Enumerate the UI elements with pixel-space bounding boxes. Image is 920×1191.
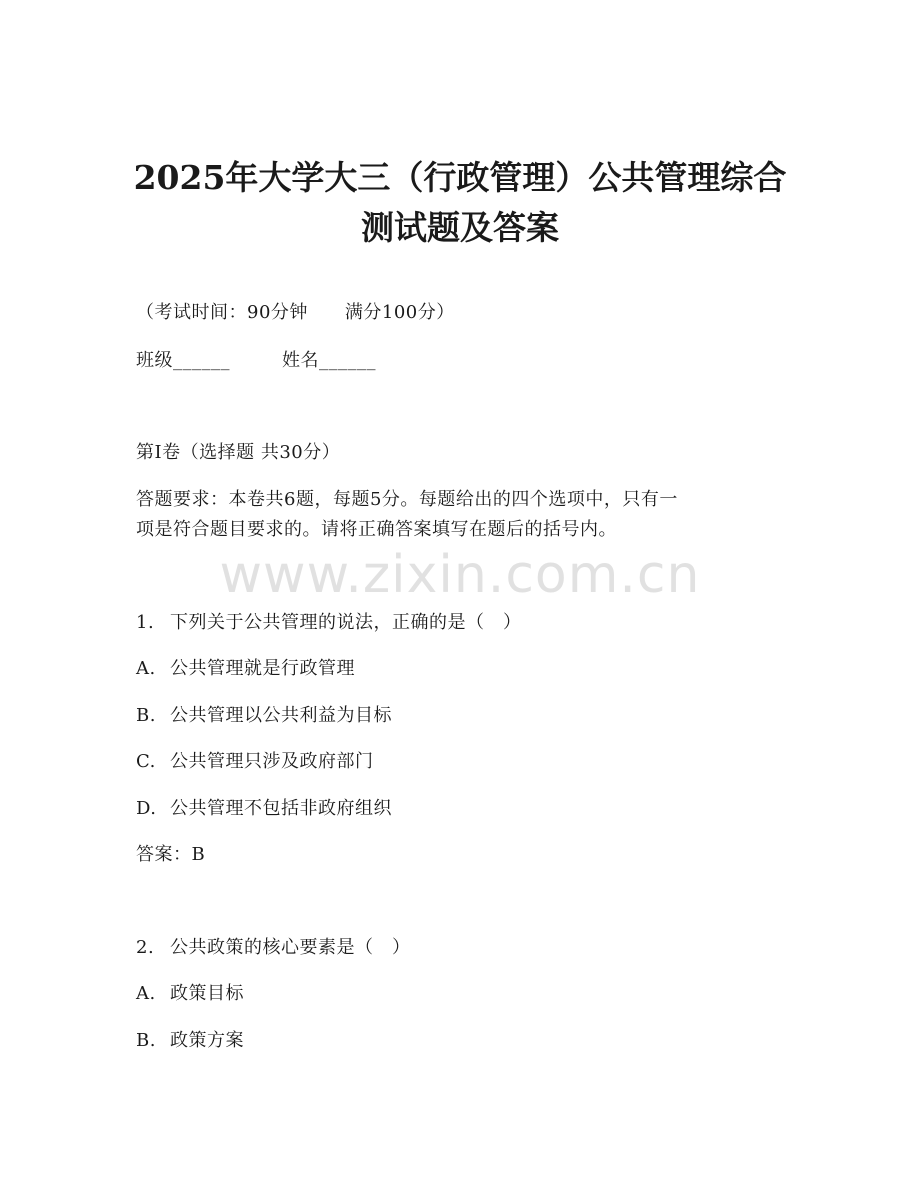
option-a xyxy=(136,657,355,681)
option-text: 公共管理不包括非政府组织 xyxy=(170,798,392,819)
answer: 答案：B xyxy=(136,844,206,865)
question-number: 2. xyxy=(136,937,155,958)
student-info xyxy=(136,349,376,373)
question-stem xyxy=(136,936,411,960)
instructions-line-1: 答题要求：本卷共6题，每题5分。每题给出的四个选项中，只有一 xyxy=(136,489,678,510)
exam-info: （考试时间：90分钟 满分100分） xyxy=(136,302,455,323)
option-b xyxy=(136,1029,244,1053)
question-number: 1. xyxy=(136,612,155,633)
question-stem xyxy=(136,611,522,635)
watermark: www.zixin.com.cn xyxy=(219,545,701,605)
option-label: B. xyxy=(136,1030,156,1051)
option-label: D. xyxy=(136,798,157,819)
class-field: 班级______ xyxy=(136,350,230,371)
option-d xyxy=(136,797,392,821)
option-a xyxy=(136,982,244,1006)
name-field: 姓名______ xyxy=(282,350,376,371)
option-text: 公共管理就是行政管理 xyxy=(170,658,355,679)
option-text: 政策方案 xyxy=(170,1030,244,1051)
option-c xyxy=(136,750,374,774)
document-title-line-2: 测试题及答案 xyxy=(361,208,559,247)
option-text: 政策目标 xyxy=(170,983,244,1004)
option-text: 公共管理以公共利益为目标 xyxy=(170,705,392,726)
document-title-line-1: 2025年大学大三（行政管理）公共管理综合 xyxy=(133,158,787,197)
option-label: A. xyxy=(136,658,156,679)
option-b xyxy=(136,704,392,728)
question-text: 公共政策的核心要素是（ ） xyxy=(170,937,411,958)
option-label: B. xyxy=(136,705,156,726)
section-heading: 第I卷（选择题 共30分） xyxy=(136,442,341,463)
question-text: 下列关于公共管理的说法，正确的是（ ） xyxy=(170,612,522,633)
option-text: 公共管理只涉及政府部门 xyxy=(170,751,374,772)
instructions-line-2: 项是符合题目要求的。请将正确答案填写在题后的括号内。 xyxy=(136,519,617,540)
option-label: C. xyxy=(136,751,156,772)
option-label: A. xyxy=(136,983,156,1004)
